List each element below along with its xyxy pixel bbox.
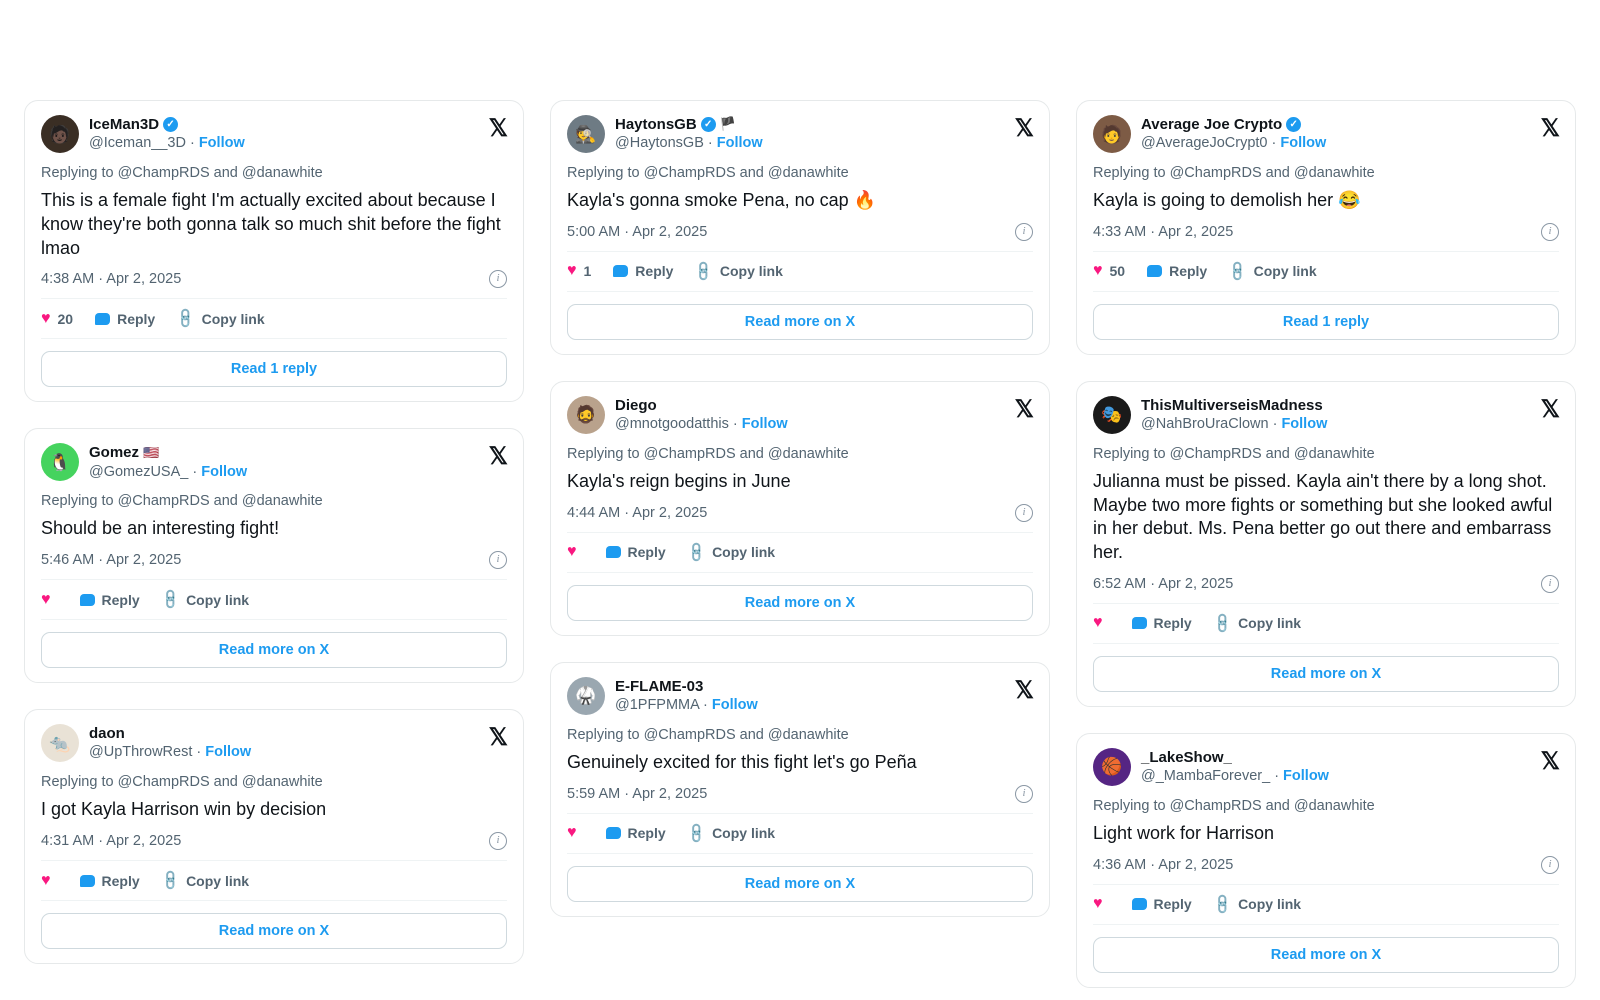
author-name-row <box>1141 116 1531 133</box>
author-handle-row <box>1141 134 1531 153</box>
link-icon: 🔗 <box>158 868 182 892</box>
reply-bubble-icon <box>95 313 110 325</box>
copy-link-label: Copy link <box>1238 896 1302 913</box>
columns-container <box>20 100 1580 988</box>
tweet-card <box>24 709 524 964</box>
tweet-card <box>1076 733 1576 988</box>
like-count: 20 <box>57 310 74 327</box>
follow-button[interactable]: Follow <box>205 744 252 761</box>
reply-label: Reply <box>1153 615 1192 632</box>
author-handle[interactable]: @mnotgoodatthis <box>615 416 729 433</box>
tweet-actions <box>567 820 1033 854</box>
tweet-actions <box>1093 259 1559 292</box>
heart-icon: ♥ <box>41 309 51 327</box>
heart-icon: ♥ <box>567 262 577 280</box>
heart-icon: ♥ <box>1093 895 1103 913</box>
copy-link-button[interactable] <box>1225 259 1317 283</box>
like-button[interactable] <box>567 825 584 841</box>
author-name-row <box>89 116 479 133</box>
avatar[interactable] <box>41 115 79 153</box>
avatar-image: 🎭 <box>1101 405 1123 425</box>
tweet-header <box>567 115 1033 153</box>
link-icon: 🔗 <box>158 587 182 612</box>
tweet-card <box>550 662 1050 917</box>
author-block <box>1141 115 1531 153</box>
copy-link-button[interactable] <box>1210 611 1302 635</box>
author-block <box>615 115 1005 153</box>
reply-button[interactable] <box>80 873 140 889</box>
reply-label: Reply <box>1169 263 1208 280</box>
info-icon[interactable]: i <box>1541 856 1559 874</box>
tweet-text: I got Kayla Harrison win by decision <box>41 799 327 820</box>
author-handle-row <box>615 415 1005 434</box>
handle-separator: · <box>192 463 202 480</box>
like-count: 50 <box>1109 263 1126 280</box>
like-button[interactable] <box>1093 896 1110 912</box>
author-handle-row <box>89 134 479 153</box>
heart-icon: ♥ <box>1093 262 1103 280</box>
tweet-actions <box>1093 892 1559 925</box>
replying-to-label: Replying to @ChampRDS and @danawhite <box>567 165 849 182</box>
tweet-timestamp: 4:33 AM · Apr 2, 2025 <box>1093 223 1234 240</box>
reply-button[interactable] <box>606 544 666 560</box>
x-logo-icon[interactable]: 𝕏 <box>488 444 507 471</box>
tweet-actions <box>41 306 507 339</box>
x-logo-icon[interactable]: 𝕏 <box>1014 396 1033 423</box>
tweet-timestamp: 6:52 AM · Apr 2, 2025 <box>1093 575 1234 592</box>
follow-button[interactable]: Follow <box>201 463 248 480</box>
author-display-name[interactable]: IceMan3D <box>89 116 160 133</box>
tweet-timestamp: 5:00 AM · Apr 2, 2025 <box>567 223 708 240</box>
author-block <box>615 677 1005 715</box>
replying-to-label: Replying to @ChampRDS and @danawhite <box>41 774 323 791</box>
author-name-row <box>615 678 1005 695</box>
read-more-button[interactable]: Read more on X <box>567 304 1033 340</box>
timestamp-row <box>41 270 507 299</box>
tweet-header <box>1093 748 1559 786</box>
follow-button[interactable]: Follow <box>1281 416 1328 433</box>
author-name-row <box>89 725 479 742</box>
reply-bubble-icon <box>80 875 95 887</box>
link-icon: 🔗 <box>684 820 708 845</box>
verified-badge-icon: ✓ <box>701 117 716 132</box>
info-icon[interactable]: i <box>1541 575 1559 593</box>
tweet-actions <box>1093 611 1559 644</box>
x-logo-icon[interactable]: 𝕏 <box>1540 116 1559 142</box>
tweet-actions <box>567 259 1033 292</box>
handle-separator: · <box>703 696 712 713</box>
handle-separator: · <box>189 135 199 152</box>
author-flag-badge: 🇺🇸 <box>143 444 160 460</box>
avatar-image: 🧑🏿 <box>49 124 71 144</box>
timestamp-row <box>1093 223 1559 252</box>
verified-badge-icon: ✓ <box>1286 117 1301 132</box>
copy-link-label: Copy link <box>201 310 265 327</box>
tweet-timestamp: 4:38 AM · Apr 2, 2025 <box>41 271 182 288</box>
column <box>1076 100 1576 988</box>
author-handle-row <box>615 696 1005 715</box>
reply-button[interactable] <box>1147 263 1207 279</box>
reply-bubble-icon <box>1147 265 1162 277</box>
tweet-text: Light work for Harrison <box>1093 823 1275 844</box>
copy-link-label: Copy link <box>719 263 783 280</box>
author-handle[interactable]: @HaytonsGB <box>615 135 704 152</box>
handle-separator: · <box>196 744 206 761</box>
copy-link-label: Copy link <box>1253 263 1317 280</box>
reply-label: Reply <box>635 263 674 280</box>
reply-button[interactable] <box>613 263 673 279</box>
follow-button[interactable]: Follow <box>741 416 788 433</box>
author-block <box>1141 396 1531 434</box>
author-display-name[interactable]: Gomez <box>89 444 140 462</box>
info-icon[interactable]: i <box>1015 223 1033 241</box>
author-name-row <box>1141 749 1531 766</box>
author-handle-row <box>89 743 479 762</box>
read-more-button[interactable]: Read more on X <box>567 866 1033 902</box>
reply-label: Reply <box>101 591 140 608</box>
replying-to-label: Replying to @ChampRDS and @danawhite <box>1093 445 1375 462</box>
avatar[interactable] <box>41 443 79 481</box>
reply-button[interactable] <box>80 592 140 608</box>
tweet-header <box>41 724 507 762</box>
author-block <box>89 443 479 481</box>
author-block <box>1141 748 1531 786</box>
author-display-name[interactable]: ThisMultiverseisMadness <box>1141 396 1323 414</box>
replying-to-label: Replying to @ChampRDS and @danawhite <box>567 726 849 743</box>
replying-to-label: Replying to @ChampRDS and @danawhite <box>567 445 849 462</box>
reply-button[interactable] <box>95 311 155 327</box>
reply-button[interactable] <box>1132 615 1192 631</box>
tweet-timestamp: 5:59 AM · Apr 2, 2025 <box>567 785 708 802</box>
author-handle[interactable]: @Iceman__3D <box>89 135 186 152</box>
avatar-image: 🐀 <box>49 733 71 753</box>
author-handle[interactable]: @NahBroUraClown <box>1141 416 1269 433</box>
reply-label: Reply <box>627 825 666 842</box>
author-display-name[interactable]: HaytonsGB <box>615 116 697 133</box>
link-icon: 🔗 <box>691 259 716 283</box>
read-more-button[interactable]: Read 1 reply <box>41 351 507 387</box>
author-display-name[interactable]: E-FLAME-03 <box>615 677 704 695</box>
like-button[interactable] <box>567 263 591 279</box>
follow-button[interactable]: Follow <box>1280 135 1327 152</box>
author-handle-row <box>89 463 479 482</box>
copy-link-label: Copy link <box>1238 615 1302 632</box>
info-icon[interactable]: i <box>489 832 507 850</box>
reply-label: Reply <box>1153 896 1192 913</box>
reply-bubble-icon <box>1132 617 1147 629</box>
author-name-row <box>89 444 479 461</box>
tweet-card <box>24 100 524 402</box>
author-name-row <box>1141 397 1531 414</box>
author-display-name[interactable]: Average Joe Crypto <box>1141 116 1283 133</box>
tweet-timestamp: 5:46 AM · Apr 2, 2025 <box>41 552 182 569</box>
handle-separator: · <box>732 416 742 433</box>
copy-link-button[interactable] <box>158 587 250 612</box>
x-logo-icon[interactable]: 𝕏 <box>1540 396 1559 423</box>
tweet-text: Julianna must be pissed. Kayla ain't there by a long shot. Maybe two more fights or something but she looked awful in her debut. Ms. Pena better go out there and embarrass her. <box>1093 470 1553 563</box>
author-name-row <box>615 116 1005 133</box>
timestamp-row <box>41 551 507 580</box>
reply-label: Reply <box>117 310 156 327</box>
replying-to-label: Replying to @ChampRDS and @danawhite <box>1093 165 1375 182</box>
like-button[interactable] <box>41 592 58 608</box>
avatar[interactable] <box>41 724 79 762</box>
copy-link-button[interactable] <box>1210 892 1302 916</box>
link-icon: 🔗 <box>684 540 708 564</box>
avatar[interactable] <box>1093 115 1131 153</box>
author-flag-badge: 🏴 <box>719 116 736 132</box>
tweet-actions <box>41 587 507 620</box>
handle-separator: · <box>1271 135 1281 152</box>
read-more-button[interactable]: Read more on X <box>1093 656 1559 692</box>
info-icon[interactable]: i <box>489 551 507 569</box>
x-logo-icon[interactable]: 𝕏 <box>488 116 507 142</box>
x-logo-icon[interactable]: 𝕏 <box>488 725 507 752</box>
link-icon: 🔗 <box>1225 259 1250 283</box>
copy-link-button[interactable] <box>691 259 783 283</box>
read-more-button[interactable]: Read more on X <box>1093 937 1559 973</box>
tweet-actions <box>567 540 1033 573</box>
replying-to-label: Replying to @ChampRDS and @danawhite <box>41 493 323 510</box>
tweet-header <box>41 115 507 153</box>
read-more-button[interactable]: Read more on X <box>41 913 507 949</box>
author-handle[interactable]: @_MambaForever_ <box>1141 768 1271 785</box>
tweet-card <box>550 381 1050 636</box>
author-handle[interactable]: @UpThrowRest <box>89 744 193 761</box>
info-icon[interactable]: i <box>1015 785 1033 803</box>
reply-bubble-icon <box>606 546 621 558</box>
timestamp-row <box>1093 856 1559 885</box>
avatar-image: 🧔 <box>575 405 597 425</box>
x-logo-icon[interactable]: 𝕏 <box>1014 116 1033 142</box>
tweet-text: Kayla is going to demolish her 😂 <box>1093 190 1361 211</box>
author-handle[interactable]: @GomezUSA_ <box>89 463 189 480</box>
reply-label: Reply <box>627 544 666 561</box>
tweet-card <box>24 428 524 683</box>
like-count: 1 <box>583 263 592 280</box>
handle-separator: · <box>707 135 717 152</box>
tweet-text: Kayla's gonna smoke Pena, no cap 🔥 <box>567 190 877 211</box>
copy-link-button[interactable] <box>173 306 265 331</box>
avatar[interactable] <box>567 115 605 153</box>
avatar[interactable] <box>1093 748 1131 786</box>
reply-bubble-icon <box>80 594 95 606</box>
heart-icon: ♥ <box>41 590 51 608</box>
follow-button[interactable]: Follow <box>1283 768 1329 785</box>
tweet-header <box>1093 396 1559 434</box>
x-logo-icon[interactable]: 𝕏 <box>1540 748 1559 775</box>
verified-badge-icon: ✓ <box>163 117 178 132</box>
avatar-image: 🕵️ <box>575 124 597 144</box>
read-more-button[interactable]: Read 1 reply <box>1093 304 1559 340</box>
timestamp-row <box>567 504 1033 533</box>
author-handle-row <box>615 134 1005 153</box>
link-icon: 🔗 <box>1210 611 1234 635</box>
tweet-card <box>1076 381 1576 707</box>
info-icon[interactable]: i <box>1015 504 1033 522</box>
tweet-card <box>1076 100 1576 355</box>
replying-to-label: Replying to @ChampRDS and @danawhite <box>1093 798 1375 815</box>
follow-button[interactable]: Follow <box>711 696 758 713</box>
author-handle[interactable]: @AverageJoCrypt0 <box>1141 135 1268 152</box>
heart-icon: ♥ <box>1093 614 1103 632</box>
reply-bubble-icon <box>1132 898 1147 910</box>
timestamp-row <box>567 785 1033 814</box>
author-block <box>89 115 479 153</box>
copy-link-button[interactable] <box>684 540 776 564</box>
read-more-button[interactable]: Read more on X <box>567 585 1033 621</box>
tweet-text: This is a female fight I'm actually excited about because I know they're both gonna talk so much shit before the fight lmao <box>41 190 501 258</box>
author-handle-row <box>1141 415 1531 434</box>
reply-bubble-icon <box>606 827 621 839</box>
reply-bubble-icon <box>613 265 628 277</box>
reply-button[interactable] <box>606 825 666 841</box>
copy-link-label: Copy link <box>712 544 776 561</box>
avatar-image: 🏀 <box>1101 757 1123 777</box>
author-handle[interactable]: @1PFPMMA <box>615 696 700 713</box>
heart-icon: ♥ <box>567 824 577 842</box>
author-block <box>89 724 479 762</box>
tweet-header <box>41 443 507 481</box>
info-icon[interactable]: i <box>1541 223 1559 241</box>
like-button[interactable] <box>567 544 584 560</box>
tweet-header <box>567 677 1033 715</box>
tweet-actions <box>41 868 507 901</box>
info-icon[interactable]: i <box>489 270 507 288</box>
follow-button[interactable]: Follow <box>198 135 245 152</box>
handle-separator: · <box>1274 768 1284 785</box>
x-logo-icon[interactable]: 𝕏 <box>1014 677 1033 704</box>
tweet-text: Genuinely excited for this fight let's go Peña <box>567 751 917 772</box>
tweet-text: Should be an interesting fight! <box>41 518 280 539</box>
tweet-timestamp: 4:31 AM · Apr 2, 2025 <box>41 833 182 850</box>
heart-icon: ♥ <box>41 871 51 889</box>
tweet-header <box>1093 115 1559 153</box>
author-handle-row <box>1141 767 1531 786</box>
link-icon: 🔗 <box>173 306 198 331</box>
column <box>24 100 524 964</box>
follow-button[interactable]: Follow <box>716 135 763 152</box>
like-button[interactable] <box>1093 615 1110 631</box>
avatar[interactable] <box>567 396 605 434</box>
like-button[interactable] <box>41 311 73 327</box>
avatar-image: 🐧 <box>49 452 71 472</box>
tweet-card <box>550 100 1050 355</box>
copy-link-button[interactable] <box>684 820 776 845</box>
tweet-timestamp: 4:36 AM · Apr 2, 2025 <box>1093 856 1234 873</box>
handle-separator: · <box>1272 416 1282 433</box>
replying-to-label: Replying to @ChampRDS and @danawhite <box>41 165 323 182</box>
like-button[interactable] <box>41 873 58 889</box>
column <box>550 100 1050 917</box>
author-display-name[interactable]: daon <box>89 725 125 743</box>
copy-link-label: Copy link <box>186 872 250 889</box>
avatar[interactable] <box>567 677 605 715</box>
copy-link-button[interactable] <box>158 868 250 892</box>
read-more-button[interactable]: Read more on X <box>41 632 507 668</box>
link-icon: 🔗 <box>1210 892 1234 916</box>
timestamp-row <box>41 832 507 861</box>
tweet-timestamp: 4:44 AM · Apr 2, 2025 <box>567 504 708 521</box>
like-button[interactable] <box>1093 263 1125 279</box>
reply-button[interactable] <box>1132 896 1192 912</box>
author-name-row <box>615 397 1005 414</box>
author-display-name[interactable]: Diego <box>615 396 657 414</box>
tweet-text: Kayla's reign begins in June <box>567 470 791 491</box>
copy-link-label: Copy link <box>186 591 250 608</box>
avatar-image: 🥋 <box>575 686 597 706</box>
heart-icon: ♥ <box>567 543 577 561</box>
avatar-image: 🧑 <box>1101 124 1123 144</box>
avatar[interactable] <box>1093 396 1131 434</box>
timestamp-row <box>567 223 1033 252</box>
author-block <box>615 396 1005 434</box>
reply-label: Reply <box>101 872 140 889</box>
copy-link-label: Copy link <box>712 825 776 842</box>
timestamp-row <box>1093 575 1559 604</box>
author-display-name[interactable]: _LakeShow_ <box>1141 748 1232 766</box>
tweet-header <box>567 396 1033 434</box>
